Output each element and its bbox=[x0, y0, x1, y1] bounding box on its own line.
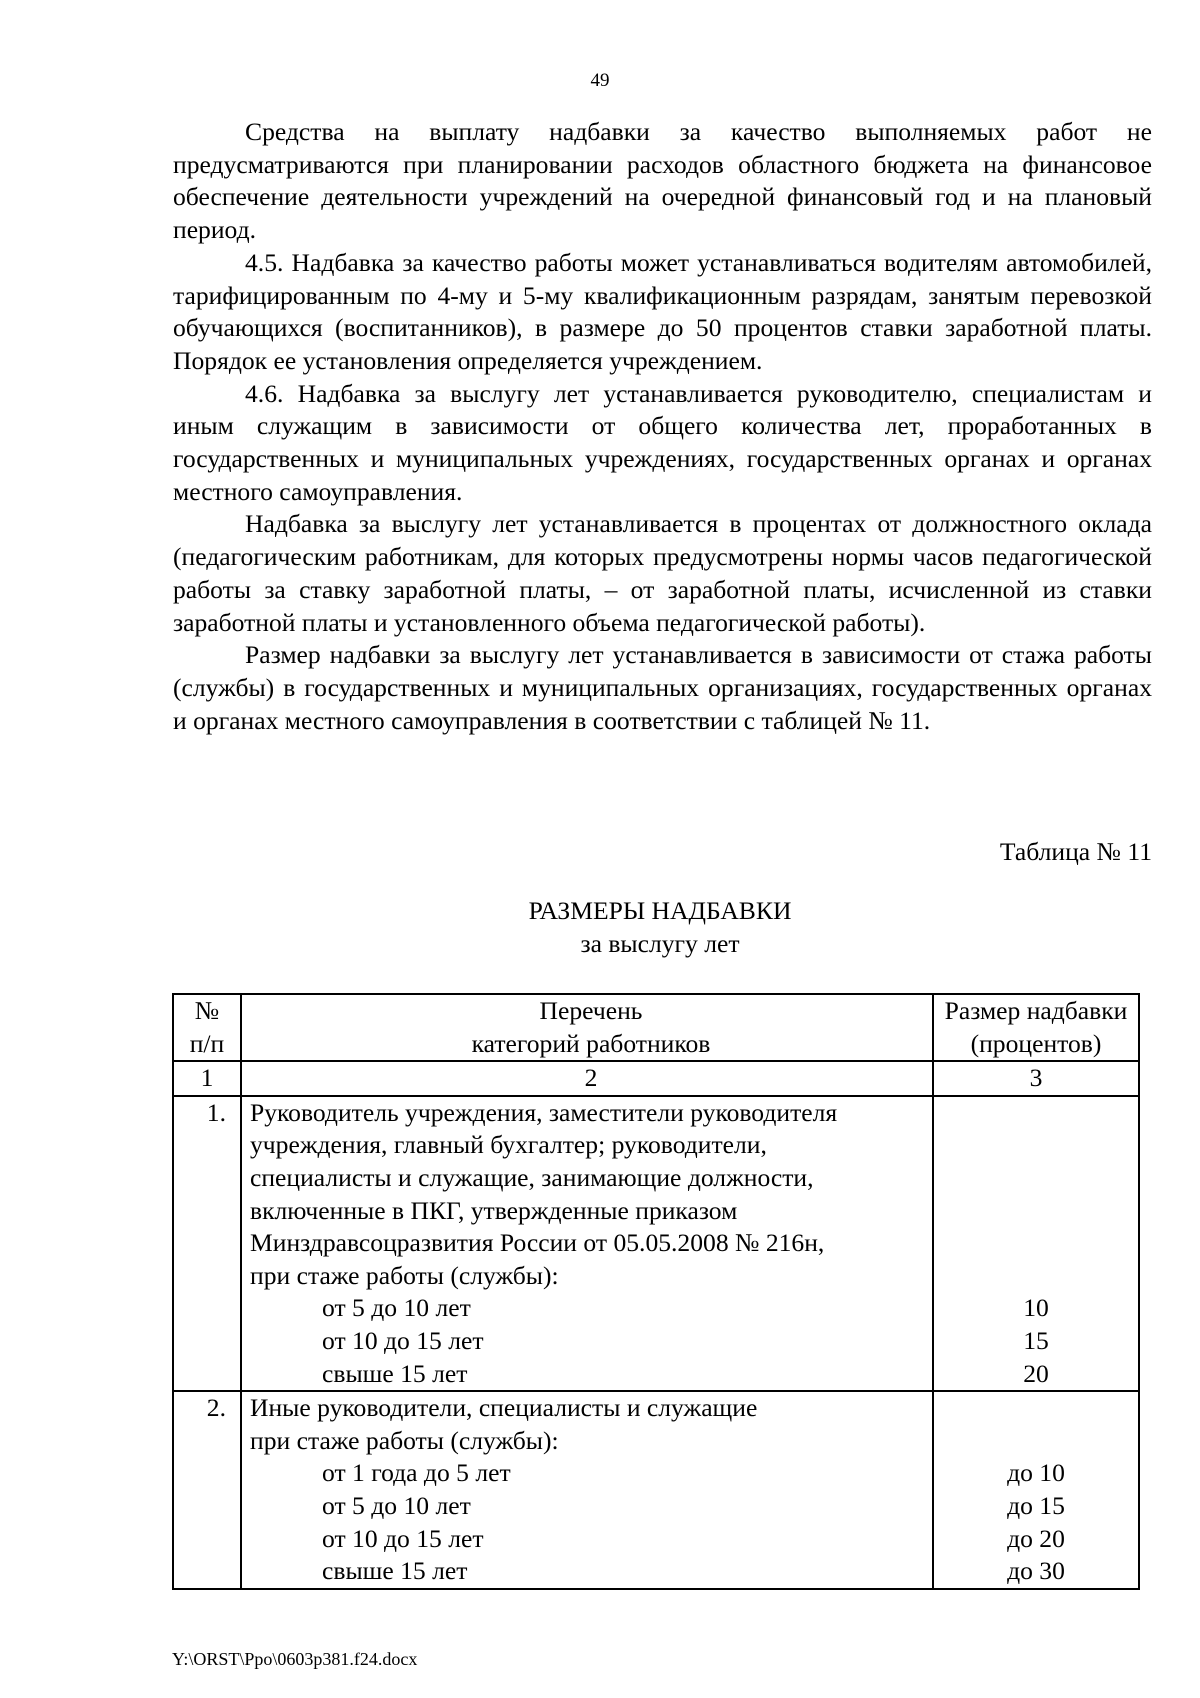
row-text-line: включенные в ПКГ, утвержденные приказом bbox=[250, 1195, 738, 1225]
seniority-range: свыше 15 лет bbox=[322, 1556, 468, 1586]
row-number: 1. bbox=[173, 1096, 241, 1391]
allowance-value: до 10 bbox=[1007, 1458, 1065, 1488]
seniority-range: от 1 года до 5 лет bbox=[322, 1458, 511, 1488]
row-values bbox=[933, 1391, 1139, 1589]
paragraph-seniority-size: Размер надбавки за выслугу лет устанавливается в зависимости от стажа работы (службы) в государственных и муниципальных организациях, государственных органах и органах местного самоуправления в соответствии с таблицей № 11. bbox=[173, 640, 1152, 735]
header-value-cell bbox=[933, 994, 1139, 1061]
file-path-footer: Y:\ORST\Ppo\0603p381.f24.docx bbox=[172, 1649, 418, 1669]
header-category-cell bbox=[241, 994, 933, 1061]
column-number-row bbox=[173, 1061, 1139, 1096]
header-num-line2: п/п bbox=[189, 1028, 225, 1058]
body-text bbox=[173, 116, 1152, 737]
allowance-value: 20 bbox=[1023, 1358, 1049, 1388]
header-num-line1: № bbox=[194, 996, 220, 1025]
paragraph-4-5: 4.5. Надбавка за качество работы может устанавливаться водителям автомобилей, тарифицированным по 4-му и 5-му квалификационным разрядам, занятым перевозкой обучающихся (воспитанников), в размере до 50 процентов ставки заработной платы. Порядок ее установления определяется учреждением. bbox=[173, 247, 1152, 375]
table-title: РАЗМЕРЫ НАДБАВКИ bbox=[528, 896, 792, 925]
row-text-line: специалисты и служащие, занимающие должности, bbox=[250, 1162, 814, 1192]
row-category bbox=[241, 1096, 933, 1391]
row-text-line: при стаже работы (службы): bbox=[250, 1260, 559, 1290]
column-number-1: 1 bbox=[173, 1061, 241, 1096]
allowance-value: до 20 bbox=[1007, 1523, 1065, 1553]
header-val-line1: Размер надбавки bbox=[944, 996, 1128, 1025]
table-label: Таблица № 11 bbox=[999, 837, 1152, 866]
row-category bbox=[241, 1391, 933, 1589]
row-values bbox=[933, 1096, 1139, 1391]
seniority-range: от 5 до 10 лет bbox=[322, 1490, 471, 1520]
allowance-value: до 15 bbox=[1007, 1490, 1065, 1520]
table-header-row bbox=[173, 994, 1139, 1061]
header-cat-line2: категорий работников bbox=[471, 1028, 711, 1058]
page-number: 49 bbox=[590, 70, 610, 91]
allowance-value: 10 bbox=[1023, 1293, 1049, 1323]
table-row bbox=[173, 1096, 1139, 1391]
allowance-value: до 30 bbox=[1007, 1556, 1065, 1586]
row-text-line: Иные руководители, специалисты и служащие bbox=[250, 1393, 758, 1423]
row-text-line: при стаже работы (службы): bbox=[250, 1425, 559, 1455]
header-num-cell bbox=[173, 994, 241, 1061]
row-text-line: учреждения, главный бухгалтер; руководители, bbox=[250, 1130, 767, 1160]
paragraph-funding: Средства на выплату надбавки за качество выполняемых работ не предусматриваются при планировании расходов областного бюджета на финансовое обеспечение деятельности учреждений на очередной финансовый год и на плановый период. bbox=[173, 117, 1152, 245]
table-row bbox=[173, 1391, 1139, 1589]
table-subtitle: за выслугу лет bbox=[580, 929, 740, 958]
paragraph-4-6: 4.6. Надбавка за выслугу лет устанавливается руководителю, специалистам и иным служащим в зависимости от общего количества лет, проработанных в государственных и муниципальных учреждениях, государственных органах и органах местного самоуправления. bbox=[173, 378, 1152, 506]
seniority-range: от 5 до 10 лет bbox=[322, 1293, 471, 1323]
row-text-line: Минздравсоцразвития России от 05.05.2008 № 216н, bbox=[250, 1228, 825, 1258]
header-val-line2: (процентов) bbox=[970, 1028, 1102, 1058]
paragraph-seniority-basis: Надбавка за выслугу лет устанавливается в процентах от должностного оклада (педагогическим работникам, для которых предусмотрены нормы часов педагогической работы за ставку заработной платы, – от заработной платы, исчисленной из ставки заработной платы и установленного объема педагогической работы). bbox=[173, 509, 1152, 637]
seniority-range: от 10 до 15 лет bbox=[322, 1523, 484, 1553]
allowance-table bbox=[172, 993, 1140, 1590]
seniority-range: от 10 до 15 лет bbox=[322, 1325, 484, 1355]
row-text-line: Руководитель учреждения, заместители руководителя bbox=[250, 1097, 838, 1127]
column-number-3: 3 bbox=[933, 1061, 1139, 1096]
column-number-2: 2 bbox=[241, 1061, 933, 1096]
header-cat-line1: Перечень bbox=[539, 996, 643, 1025]
allowance-value: 15 bbox=[1023, 1325, 1049, 1355]
seniority-range: свыше 15 лет bbox=[322, 1358, 468, 1388]
row-number: 2. bbox=[173, 1391, 241, 1589]
